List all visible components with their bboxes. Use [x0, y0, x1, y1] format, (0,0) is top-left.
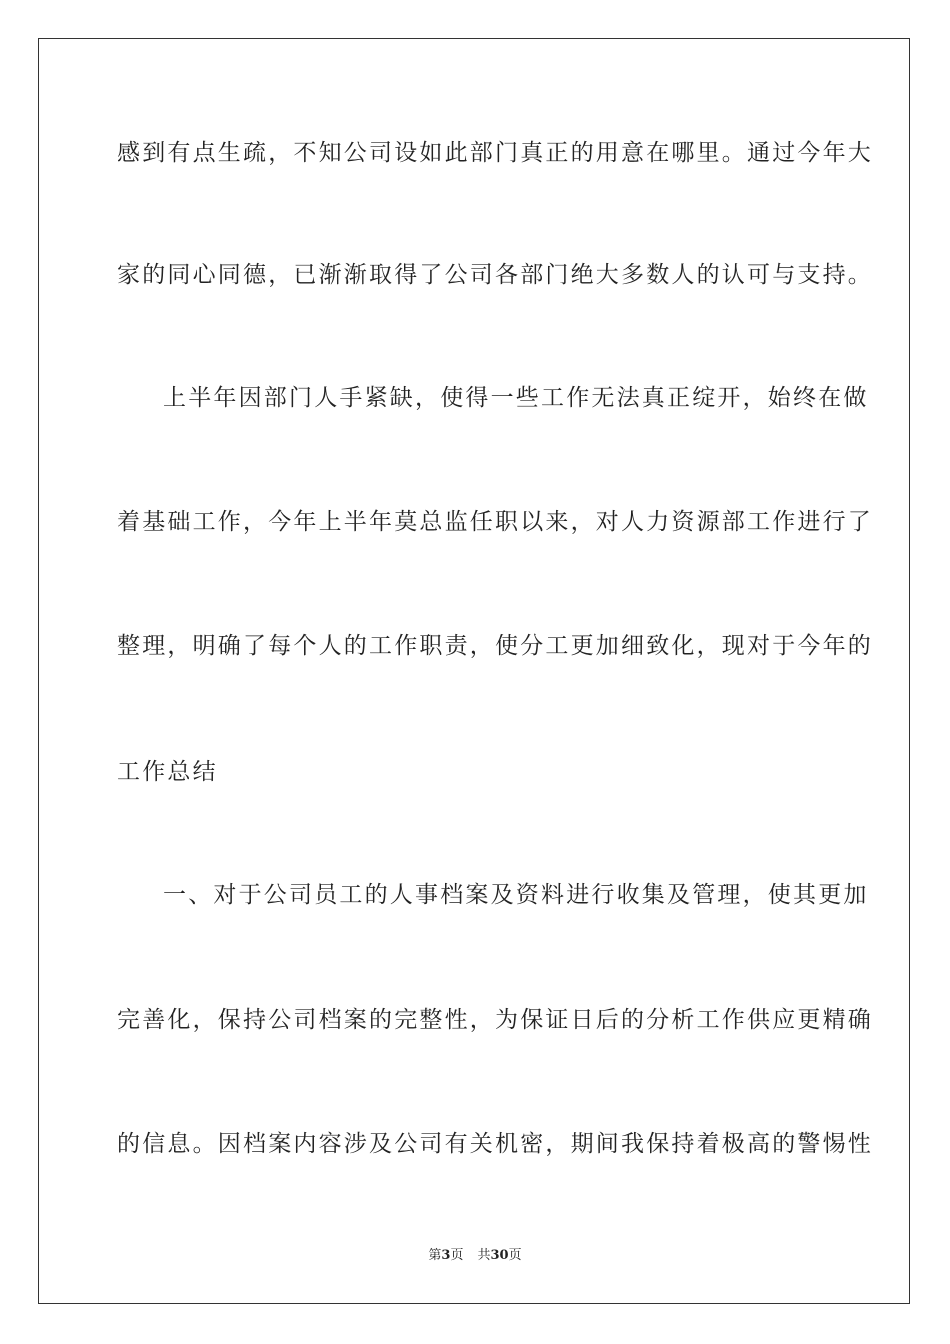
- body-text-line-6: 工作总结: [117, 759, 218, 785]
- total-prefix: 共: [477, 1248, 491, 1263]
- page-number: 3: [441, 1248, 451, 1263]
- body-text-line-3: 上半年因部门人手紧缺，使得一些工作无法真正绽开，始终在做: [163, 385, 869, 411]
- total-pages: 30: [490, 1248, 509, 1263]
- page-prefix: 第: [428, 1248, 442, 1263]
- page-suffix: 页: [450, 1248, 464, 1263]
- body-text-line-5: 整理，明确了每个人的工作职责，使分工更加细致化，现对于今年的: [117, 633, 873, 659]
- body-text-line-9: 的信息。因档案内容涉及公司有关机密，期间我保持着极高的警惕性: [117, 1131, 873, 1157]
- body-text-line-4: 着基础工作，今年上半年莫总监任职以来，对人力资源部工作进行了: [117, 509, 873, 535]
- page-border: [38, 38, 910, 1304]
- page-footer: [0, 1247, 950, 1265]
- body-text-line-7: 一、对于公司员工的人事档案及资料进行收集及管理，使其更加: [163, 882, 869, 908]
- body-text-line-2: 家的同心同德，已渐渐取得了公司各部门绝大多数人的认可与支持。: [117, 262, 873, 288]
- total-suffix: 页: [508, 1248, 522, 1263]
- body-text-line-8: 完善化，保持公司档案的完整性，为保证日后的分析工作供应更精确: [117, 1007, 873, 1033]
- body-text-line-1: 感到有点生疏，不知公司设如此部门真正的用意在哪里。通过今年大: [117, 140, 873, 166]
